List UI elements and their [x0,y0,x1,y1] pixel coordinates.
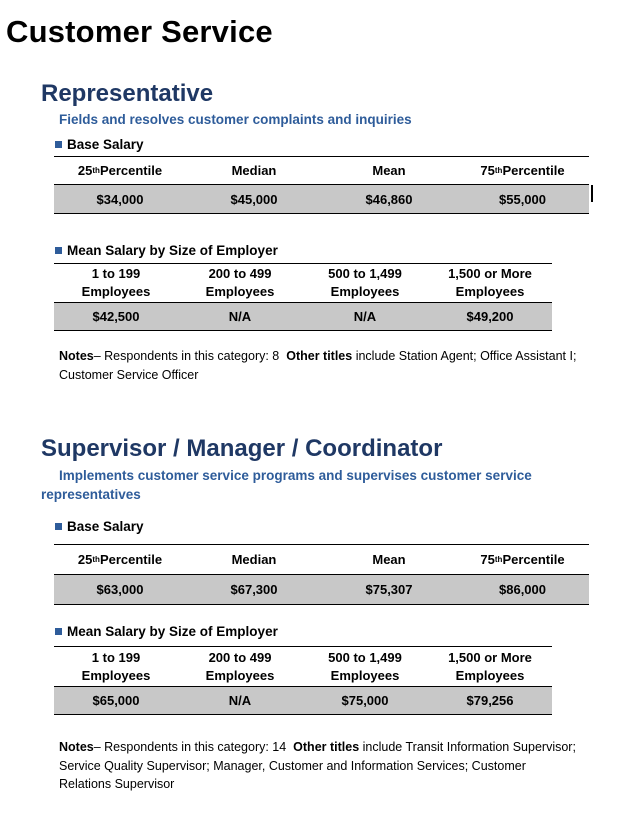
value-1500-more: $79,256 [466,693,514,708]
other-titles-text: include Transit Information Supervisor; Service Quality Supervisor; Manager, Customer and Information Services; Customer Relations Supervisor [59,740,576,791]
value-median: $67,300 [230,582,278,597]
bullet-icon [55,141,62,148]
table-row [54,686,552,715]
header-200-499: 200 to 499 Employees [205,649,275,683]
section-title: Representative [41,80,214,107]
header-1-199: 1 to 199 Employees [81,649,151,683]
base-salary-heading: Base Salary [55,519,144,534]
header-mean: Mean [372,163,406,178]
header-25th-percentile: 25 th Percentile [77,552,163,567]
value-1500-more: $49,200 [466,309,514,324]
bullet-icon [55,247,62,254]
value-75th-percentile: $86,000 [499,582,546,597]
header-75th-percentile: 75 th Percentile [480,163,565,178]
table-row [54,302,552,331]
header-500-1499: 500 to 1,499 Employees [328,649,402,683]
value-1-199: $65,000 [92,693,140,708]
by-employer-heading: Mean Salary by Size of Employer [55,624,278,639]
by-employer-heading: Mean Salary by Size of Employer [55,243,278,258]
base-salary-table [54,545,589,605]
notes-label: Notes [59,740,94,754]
table-edge-mark [591,185,593,202]
header-1500-more: 1,500 or More Employees [448,266,532,299]
value-mean: $46,860 [365,191,413,207]
table-header-row [54,264,552,302]
page-title: Customer Service [6,14,273,49]
header-75th-percentile: 75 th Percentile [480,552,565,567]
base-salary-heading: Base Salary [55,137,144,152]
notes-respondents: – Respondents in this category: 14 [93,740,287,754]
other-titles-label: Other titles [286,349,353,363]
header-1500-more: 1,500 or More Employees [448,649,532,683]
table-row [54,574,589,605]
value-200-499: N/A [228,693,252,708]
bullet-icon [55,523,62,530]
table-row [54,184,589,214]
other-titles-text: include Station Agent; Office Assistant I; Customer Service Officer [59,349,577,382]
value-200-499: N/A [228,309,252,324]
header-mean: Mean [372,552,406,567]
value-25th-percentile: $63,000 [96,582,144,597]
by-employer-table [54,647,552,715]
section-description: Fields and resolves customer complaints and inquiries [59,112,412,127]
table-header-row [54,647,552,686]
value-mean: $75,307 [365,582,413,597]
header-500-1499: 500 to 1,499 Employees [328,266,402,299]
base-salary-table [54,157,589,214]
notes-respondents: – Respondents in this category: 8 [93,349,280,363]
notes [59,738,579,794]
other-titles-label: Other titles [293,740,360,754]
header-25th-percentile: 25 th Percentile [77,163,163,178]
by-employer-table [54,264,552,331]
header-1-199: 1 to 199 Employees [81,266,151,299]
bullet-icon [55,628,62,635]
notes [59,347,579,384]
table-header-row [54,545,589,574]
section-title: Supervisor / Manager / Coordinator [41,435,443,462]
header-median: Median [231,163,277,178]
value-25th-percentile: $34,000 [96,191,144,207]
table-header-row [54,157,589,184]
value-500-1499: $75,000 [341,693,389,708]
header-median: Median [231,552,277,567]
section-description: Implements customer service programs and supervises customer service representatives [41,468,532,502]
value-1-199: $42,500 [92,309,140,324]
value-median: $45,000 [230,191,278,207]
value-500-1499: N/A [353,309,377,324]
notes-label: Notes [59,349,94,363]
header-200-499: 200 to 499 Employees [205,266,275,299]
value-75th-percentile: $55,000 [499,191,546,207]
